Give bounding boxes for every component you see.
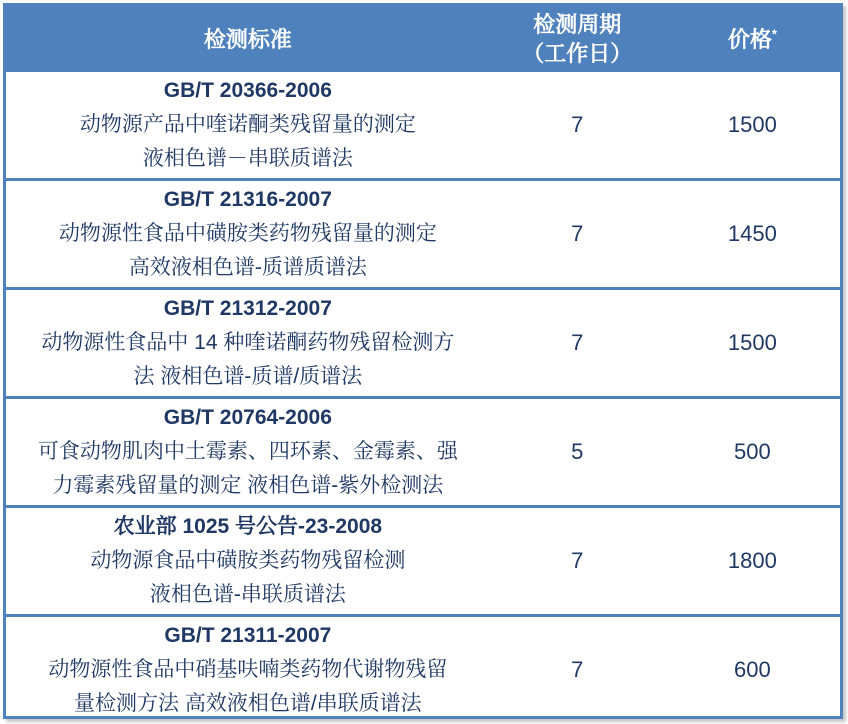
period-value: 7 xyxy=(571,330,584,355)
standard-description-line: 可食动物肌肉中土霉素、四环素、金霉素、强 xyxy=(37,440,458,463)
period-value: 7 xyxy=(571,548,584,573)
table-row xyxy=(6,287,840,396)
standard-description-line: 法 液相色谱-质谱/质谱法 xyxy=(133,365,363,388)
price-value: 500 xyxy=(734,439,771,464)
standard-description xyxy=(38,435,458,503)
standard-description xyxy=(48,653,447,721)
table-row xyxy=(6,505,840,614)
header-price xyxy=(665,25,840,54)
header-standard-label: 检测标准 xyxy=(203,26,292,52)
standard-cell xyxy=(6,399,490,505)
standard-description xyxy=(59,217,437,285)
testing-standards-price-table xyxy=(3,3,843,719)
standard-cell xyxy=(6,181,490,287)
period-value: 5 xyxy=(571,439,584,464)
standard-description-line: 量检测方法 高效液相色谱/串联质谱法 xyxy=(74,692,422,715)
standard-description-line: 动物源食品中磺胺类药物残留检测 xyxy=(90,549,406,572)
standard-description-line: 动物源产品中喹诺酮类残留量的测定 xyxy=(79,113,416,136)
standard-description-line: 动物源性食品中硝基呋喃类药物代谢物残留 xyxy=(48,658,448,681)
standard-code: GB/T 21311-2007 xyxy=(164,624,332,647)
table-header-row xyxy=(6,6,840,72)
standard-cell xyxy=(6,72,490,178)
standard-description-line: 动物源性食品中 14 种喹诺酮药物残留检测方 xyxy=(41,331,455,354)
standard-code: GB/T 20764-2006 xyxy=(163,406,332,429)
period-value: 7 xyxy=(571,112,584,137)
standard-description-line: 高效液相色谱-质谱质谱法 xyxy=(128,256,367,279)
table-row xyxy=(6,396,840,505)
standard-cell xyxy=(6,617,490,723)
price-value: 1500 xyxy=(727,330,777,355)
price-value: 1500 xyxy=(727,112,777,137)
header-period-line1: 检测周期 xyxy=(533,12,622,37)
standard-description-line: 动物源性食品中磺胺类药物残留量的测定 xyxy=(58,222,437,245)
standard-code: GB/T 21316-2007 xyxy=(163,188,332,211)
header-price-label: 价格 xyxy=(727,26,772,52)
table-row xyxy=(6,72,840,178)
period-value: 7 xyxy=(571,657,584,682)
standard-description-line: 液相色谱-串联质谱法 xyxy=(149,583,346,606)
header-period xyxy=(490,10,665,68)
standard-code: GB/T 20366-2006 xyxy=(163,79,332,102)
table-row xyxy=(6,178,840,287)
standard-description-line: 液相色谱－串联质谱法 xyxy=(142,147,353,170)
price-value: 600 xyxy=(734,657,771,682)
standard-cell xyxy=(6,290,490,396)
table-row xyxy=(6,614,840,723)
period-value: 7 xyxy=(571,221,584,246)
header-standard xyxy=(6,25,490,54)
price-value: 1450 xyxy=(727,221,777,246)
header-period-line2: （工作日） xyxy=(522,41,633,66)
price-footnote-asterisk: * xyxy=(771,26,777,42)
price-value: 1800 xyxy=(727,548,777,573)
standard-description xyxy=(90,544,405,612)
standard-description xyxy=(41,326,454,394)
standard-description xyxy=(80,108,416,176)
standard-code: 农业部 1025 号公告-23-2008 xyxy=(113,515,383,538)
standard-description-line: 力霉素残留量的测定 液相色谱-紫外检测法 xyxy=(52,474,444,497)
standard-code: GB/T 21312-2007 xyxy=(163,297,332,320)
standard-cell xyxy=(6,508,490,614)
